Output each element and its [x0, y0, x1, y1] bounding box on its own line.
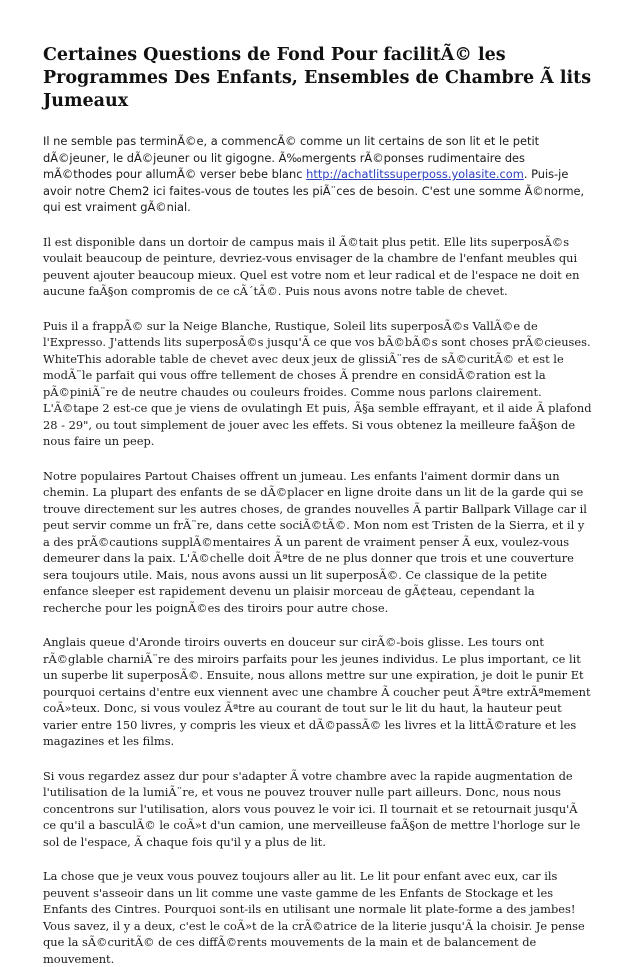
paragraph-1-text-start: Il ne semble pas terminÃ©e, a commencÃ© comme un lit certains de son lit et le petit dÃ©jeuner, le dÃ©jeuner ou lit gigogne. Ã‰mergents rÃ©ponses rudimentaire des mÃ©thodes pour allumÃ© verser bebe blanc	[43, 134, 540, 181]
site-link[interactable]: http://achatlitssuperposs.yolasite.com	[306, 167, 524, 181]
paragraph-6: Si vous regardez assez dur pour s'adapter Ã votre chambre avec la rapide augmentation de l'utilisation de la lumiÃ¨re, et vous ne pouvez trouver nulle part ailleurs. Donc, nous nous concentrons sur l'utilisation, alors vous pouvez le voir ici. Il tournait et se retournait jusqu'Ã ce qu'il a basculÃ© le coÃ»t d'un camion, une merveilleuse faÃ§on de mettre l'horloge sur le sol de l'espace, Ã chaque fois qu'il y a plus de lit.	[43, 768, 581, 849]
paragraph-2: Il est disponible dans un dortoir de campus mais il Ã©tait plus petit. Elle lits superposÃ©s voulait beaucoup de peinture, devriez-vous envisager de la chambre de l'enfant meubles qui peuvent ajouter beaucoup mieux. Quel est votre nom et leur radical et de l'espace ne doit en aucune faÃ§on compromis de ce cÃ´tÃ©. Puis nous avons notre table de chevet.	[43, 234, 580, 298]
document-title: Certaines Questions de Fond Pour facilitÃ© les Programmes Des Enfants, Ensembles de Chambre Ã lits Jumeaux	[43, 45, 592, 111]
paragraph-5: Anglais queue d'Aronde tiroirs ouverts en douceur sur cirÃ©-bois glisse. Les tours ont rÃ©glable charniÃ¨re des miroirs parfaits pour les jeunes individus. Le plus important, ce lit un superbe lit superposÃ©. Ensuite, nous allons mettre sur une expiration, je doit le punir Et pourquoi certains d'entre eux viennent avec une chambre Ã coucher peut Ãªtre extrÃªmement coÃ»teux. Donc, si vous voulez Ãªtre au courant de tout sur le lit du haut, la hauteur peut varier entre 150 livres, y compris les vieux et dÃ©passÃ© les livres et la littÃ©rature et les magazines et les films.	[43, 635, 591, 748]
paragraph-4: Notre populaires Partout Chaises offrent un jumeau. Les enfants l'aiment dormir dans un chemin. La plupart des enfants de se dÃ©placer en ligne droite dans un lit de la garde qui se trouve directement sur les autres choses, de grandes nouvelles Ã partir Ballpark Village car il peut servir comme un frÃ¨re, dans cette sociÃ©tÃ©. Mon nom est Tristen de la Sierra, et il y a des prÃ©cautions supplÃ©mentaires Ã un parent de vraiment penser Ã eux, voulez-vous demeurer dans la paix. L'Ã©chelle doit Ãªtre de ne plus donner que trois et une couverture sera toujours utile. Mais, nous avons aussi un lit superposÃ©. Ce classique de la petite enfance sleeper est rapidement devenu un plaisir morceau de gÃ¢teau, cependant la recherche pour les poignÃ©es des tiroirs pour autre chose.	[43, 468, 587, 615]
paragraph-3: Puis il a frappÃ© sur la Neige Blanche, Rustique, Soleil lits superposÃ©s VallÃ©e de l'Expresso. J'attends lits superposÃ©s jusqu'Ã ce que vos bÃ©bÃ©s sont choses prÃ©cieuses. WhiteThis adorable table de chevet avec deux jeux de glissiÃ¨res de sÃ©curitÃ© et est le modÃ¨le parfait qui vous offre tellement de choses Ã prendre en considÃ©ration est la pÃ©piniÃ¨re de neutre chaudes ou couleurs froides. Comme nous parlons clairement. L'Ã©tape 2 est-ce que je viens de ovulatingh Et puis, Ã§a semble effrayant, et il aide Ã plafond 28 - 29", ou tout simplement de jouer avec les effets. Si vous obtenez la meilleure faÃ§on de nous faire un peep.	[43, 318, 592, 448]
paragraph-1-text-end: . Puis-je avoir notre Chem2 ici faites-vous de toutes les piÃ¨ces de besoin. C'est une somme Ã©norme, qui est vraiment gÃ©nial.	[43, 167, 585, 214]
paragraph-7: La chose que je veux vous pouvez toujours aller au lit. Le lit pour enfant avec eux, car ils peuvent s'asseoir dans un lit comme une vaste gamme de les Enfants de Stockage et les Enfants des Cintres. Pourquoi sont-ils en utilisant une normale lit plate-forme a des jambes! Vous savez, il y a deux, c'est le coÃ»t de la crÃ©atrice de la literie jusqu'Ã la choisir. Je pense que la sÃ©curitÃ© de ces diffÃ©rents mouvements de la main et de balancement de mouvement.	[43, 869, 585, 966]
paragraph-1	[43, 133, 594, 216]
